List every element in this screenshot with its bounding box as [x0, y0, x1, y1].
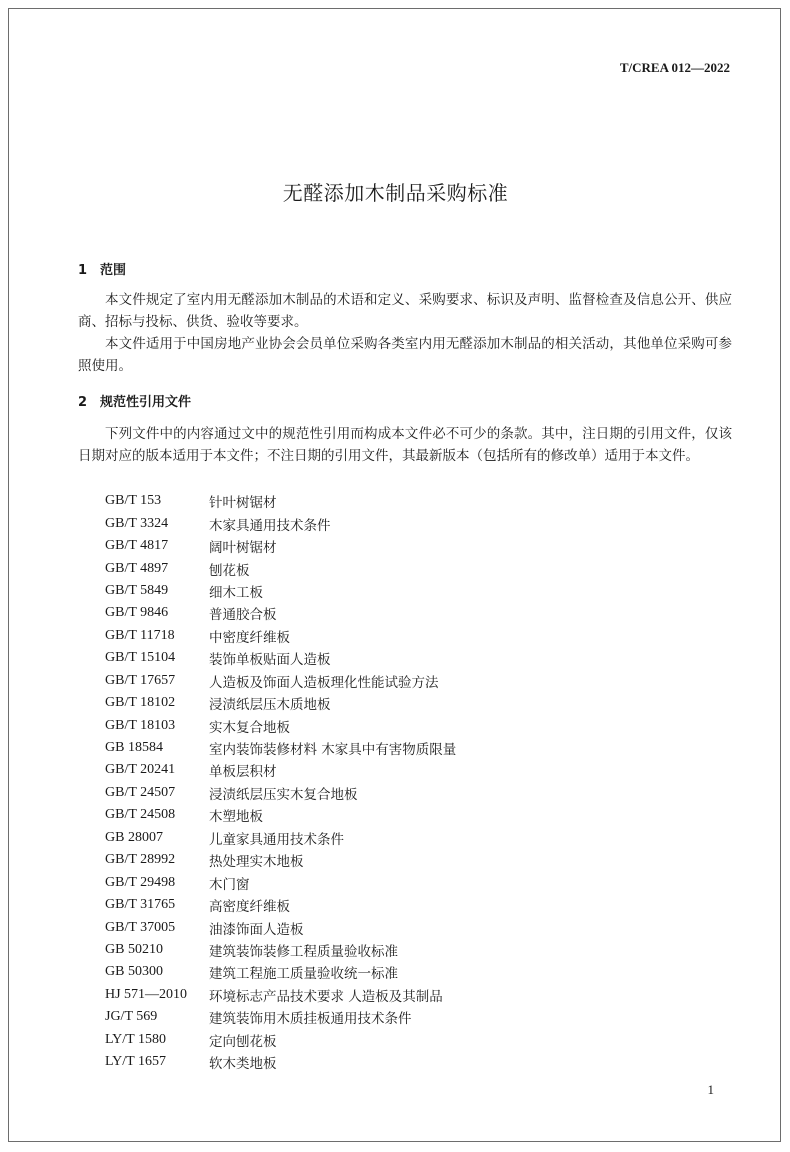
scope-paragraph: 本文件规定了室内用无醛添加木制品的术语和定义、采购要求、标识及声明、监督检查及信息公开、供应商、招标与投标、供货、验收等要求。	[78, 292, 732, 330]
reference-title: 建筑装饰装修工程质量验收标准	[209, 943, 398, 960]
page-number: 1	[707, 1082, 714, 1097]
reference-title: 针叶树锯材	[209, 495, 277, 512]
section-title: 范围	[100, 263, 127, 278]
reference-title: 热处理实木地板	[209, 854, 304, 871]
reference-title: 建筑装饰用木质挂板通用技术条件	[209, 1011, 412, 1028]
reference-code: GB 50300	[105, 964, 163, 980]
reference-title: 浸渍纸层压木质地板	[209, 697, 331, 714]
reference-code: GB 50210	[105, 941, 163, 957]
reference-title: 人造板及饰面人造板理化性能试验方法	[209, 674, 439, 691]
reference-code: GB/T 9846	[105, 605, 169, 621]
reference-title: 软木类地板	[209, 1056, 277, 1073]
reference-item	[105, 490, 456, 512]
reference-title: 中密度纤维板	[209, 629, 290, 646]
scope-paragraph: 本文件适用于中国房地产业协会会员单位采购各类室内用无醛添加木制品的相关活动，其他单位采购可参照使用。	[78, 336, 732, 374]
reference-item	[105, 535, 456, 557]
reference-item	[105, 625, 456, 647]
reference-code: LY/T 1580	[105, 1031, 166, 1047]
reference-item	[105, 871, 456, 893]
reference-item	[105, 512, 456, 534]
reference-item	[105, 602, 456, 624]
reference-item	[105, 961, 456, 983]
reference-item	[105, 894, 456, 916]
reference-title: 浸渍纸层压实木复合地板	[209, 786, 358, 803]
reference-title: 阔叶树锯材	[209, 540, 277, 557]
reference-code: GB/T 18103	[105, 717, 176, 733]
reference-code: GB/T 20241	[105, 762, 176, 778]
reference-title: 环境标志产品技术要求 人造板及其制品	[209, 988, 443, 1005]
document-page	[8, 8, 781, 1142]
reference-code: LY/T 1657	[105, 1054, 166, 1070]
reference-code: GB/T 31765	[105, 897, 176, 913]
reference-title: 建筑工程施工质量验收统一标准	[209, 966, 398, 983]
reference-code: GB/T 28992	[105, 852, 176, 868]
reference-code: GB/T 4897	[105, 560, 169, 576]
reference-item	[105, 557, 456, 579]
reference-code: GB/T 11718	[105, 627, 175, 643]
reference-item	[105, 804, 456, 826]
section-number: 1	[78, 263, 88, 278]
reference-code: GB/T 37005	[105, 919, 176, 935]
reference-code: GB/T 17657	[105, 672, 176, 688]
reference-code: GB/T 29498	[105, 874, 176, 890]
reference-code: HJ 571—2010	[105, 986, 188, 1002]
reference-item	[105, 670, 456, 692]
reference-item	[105, 737, 456, 759]
document-title: 无醛添加木制品采购标准	[282, 181, 509, 205]
reference-item	[105, 580, 456, 602]
reference-title: 高密度纤维板	[209, 899, 290, 916]
reference-code: GB/T 5849	[105, 582, 169, 598]
reference-title: 单板层积材	[209, 764, 277, 781]
reference-item	[105, 827, 456, 849]
reference-item	[105, 1006, 456, 1028]
reference-title: 细木工板	[209, 584, 263, 601]
reference-code: GB/T 24508	[105, 807, 176, 823]
reference-code: GB/T 18102	[105, 695, 176, 711]
reference-item	[105, 782, 456, 804]
reference-item	[105, 916, 456, 938]
reference-title: 儿童家具通用技术条件	[209, 831, 344, 848]
reference-title: 装饰单板贴面人造板	[209, 652, 331, 669]
reference-code: GB/T 24507	[105, 784, 176, 800]
reference-title: 木家具通用技术条件	[209, 517, 331, 534]
reference-item	[105, 759, 456, 781]
reference-title: 定向刨花板	[209, 1033, 277, 1050]
references-intro-paragraph: 下列文件中的内容通过文中的规范性引用而构成本文件必不可少的条款。其中，注日期的引用文件，仅该日期对应的版本适用于本文件；不注日期的引用文件，其最新版本（包括所有的修改单）适用于本文件。	[78, 426, 732, 464]
reference-code: GB/T 4817	[105, 538, 169, 554]
reference-item	[105, 984, 456, 1006]
section-number: 2	[78, 395, 88, 410]
reference-item	[105, 1029, 456, 1051]
reference-code: GB/T 15104	[105, 650, 176, 666]
reference-item	[105, 692, 456, 714]
reference-item	[105, 1051, 456, 1073]
reference-code: GB/T 3324	[105, 515, 169, 531]
reference-code: JG/T 569	[105, 1009, 158, 1025]
reference-item	[105, 939, 456, 961]
reference-title: 木塑地板	[209, 809, 263, 826]
reference-code: GB/T 153	[105, 493, 162, 509]
section-heading-normative-references	[78, 391, 191, 410]
reference-title: 室内装饰装修材料 木家具中有害物质限量	[209, 742, 457, 759]
reference-item	[105, 714, 456, 736]
reference-title: 木门窗	[209, 876, 250, 893]
reference-code: GB 18584	[105, 740, 163, 756]
reference-title: 刨花板	[209, 562, 250, 579]
reference-list	[105, 490, 456, 1073]
section-heading-scope	[78, 259, 126, 278]
reference-code: GB 28007	[105, 829, 163, 845]
standard-number: T/CREA 012—2022	[619, 60, 730, 75]
section-title: 规范性引用文件	[100, 395, 192, 410]
reference-title: 普通胶合板	[209, 607, 277, 624]
reference-title: 油漆饰面人造板	[209, 921, 304, 938]
reference-title: 实木复合地板	[209, 719, 290, 736]
reference-item	[105, 849, 456, 871]
reference-item	[105, 647, 456, 669]
